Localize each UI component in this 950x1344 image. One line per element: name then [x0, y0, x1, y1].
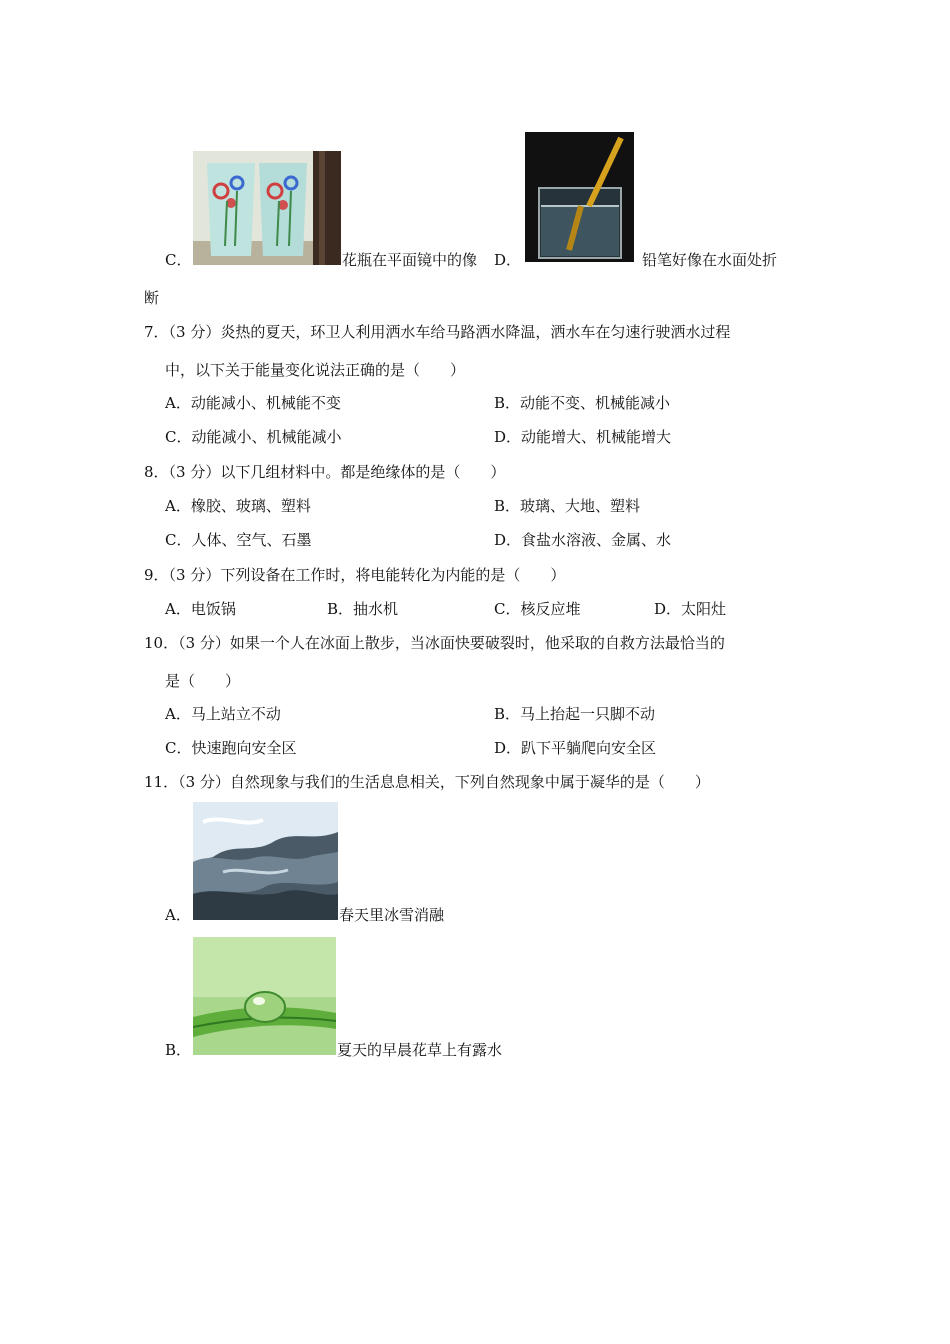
q7-stem-line2: 中，以下关于能量变化说法正确的是（ ） [165, 361, 466, 379]
q9-stem: 9．（3 分）下列设备在工作时，将电能转化为内能的是（ ） [144, 566, 566, 584]
q6-option-d-text: 铅笔好像在水面处折 [642, 251, 778, 269]
q11-option-a-letter: A． [165, 906, 191, 924]
vase-mirror-image [193, 151, 341, 265]
q6-option-c-text: 花瓶在平面镜中的像 [342, 251, 478, 269]
q10-option-d: D．趴下平躺爬向安全区 [494, 739, 657, 757]
q10-option-a: A．马上站立不动 [165, 705, 281, 723]
q7-option-b: B．动能不变、机械能减小 [494, 394, 671, 412]
q6-option-d-letter: D． [494, 251, 522, 269]
q11-option-b-letter: B． [165, 1041, 192, 1059]
q8-option-d: D．食盐水溶液、金属、水 [494, 531, 672, 549]
q6-option-d-text-continued: 断 [144, 289, 160, 307]
q9-option-a: A．电饭锅 [165, 600, 236, 618]
q9-option-b: B．抽水机 [327, 600, 399, 618]
q8-option-a: A．橡胶、玻璃、塑料 [165, 497, 311, 515]
melting-ice-image [193, 802, 338, 920]
q10-option-c: C．快速跑向安全区 [165, 739, 297, 757]
pencil-in-water-image [525, 132, 634, 262]
q10-stem-line2: 是（ ） [165, 672, 241, 690]
q9-option-d: D．太阳灶 [654, 600, 727, 618]
q10-option-b: B．马上抬起一只脚不动 [494, 705, 656, 723]
q8-stem: 8．（3 分）以下几组材料中。都是绝缘体的是（ ） [144, 463, 506, 481]
q7-option-a: A．动能减小、机械能不变 [165, 394, 341, 412]
q6-option-c-letter: C． [165, 251, 192, 269]
q11-stem: 11．（3 分）自然现象与我们的生活息息相关，下列自然现象中属于凝华的是（ ） [144, 773, 710, 791]
q10-stem-line1: 10．（3 分）如果一个人在冰面上散步，当冰面快要破裂时，他采取的自救方法最恰当的 [144, 634, 725, 652]
q7-stem-line1: 7．（3 分）炎热的夏天，环卫人利用洒水车给马路洒水降温，洒水车在匀速行驶洒水过程 [144, 323, 731, 341]
q7-option-d: D．动能增大、机械能增大 [494, 428, 672, 446]
dew-on-leaf-image [193, 937, 336, 1055]
q8-option-c: C．人体、空气、石墨 [165, 531, 312, 549]
q7-option-c: C．动能减小、机械能减小 [165, 428, 342, 446]
q11-option-a-text: 春天里冰雪消融 [339, 906, 445, 924]
q8-option-b: B．玻璃、大地、塑料 [494, 497, 641, 515]
q11-option-b-text: 夏天的早晨花草上有露水 [337, 1041, 503, 1059]
q9-option-c: C．核反应堆 [494, 600, 581, 618]
